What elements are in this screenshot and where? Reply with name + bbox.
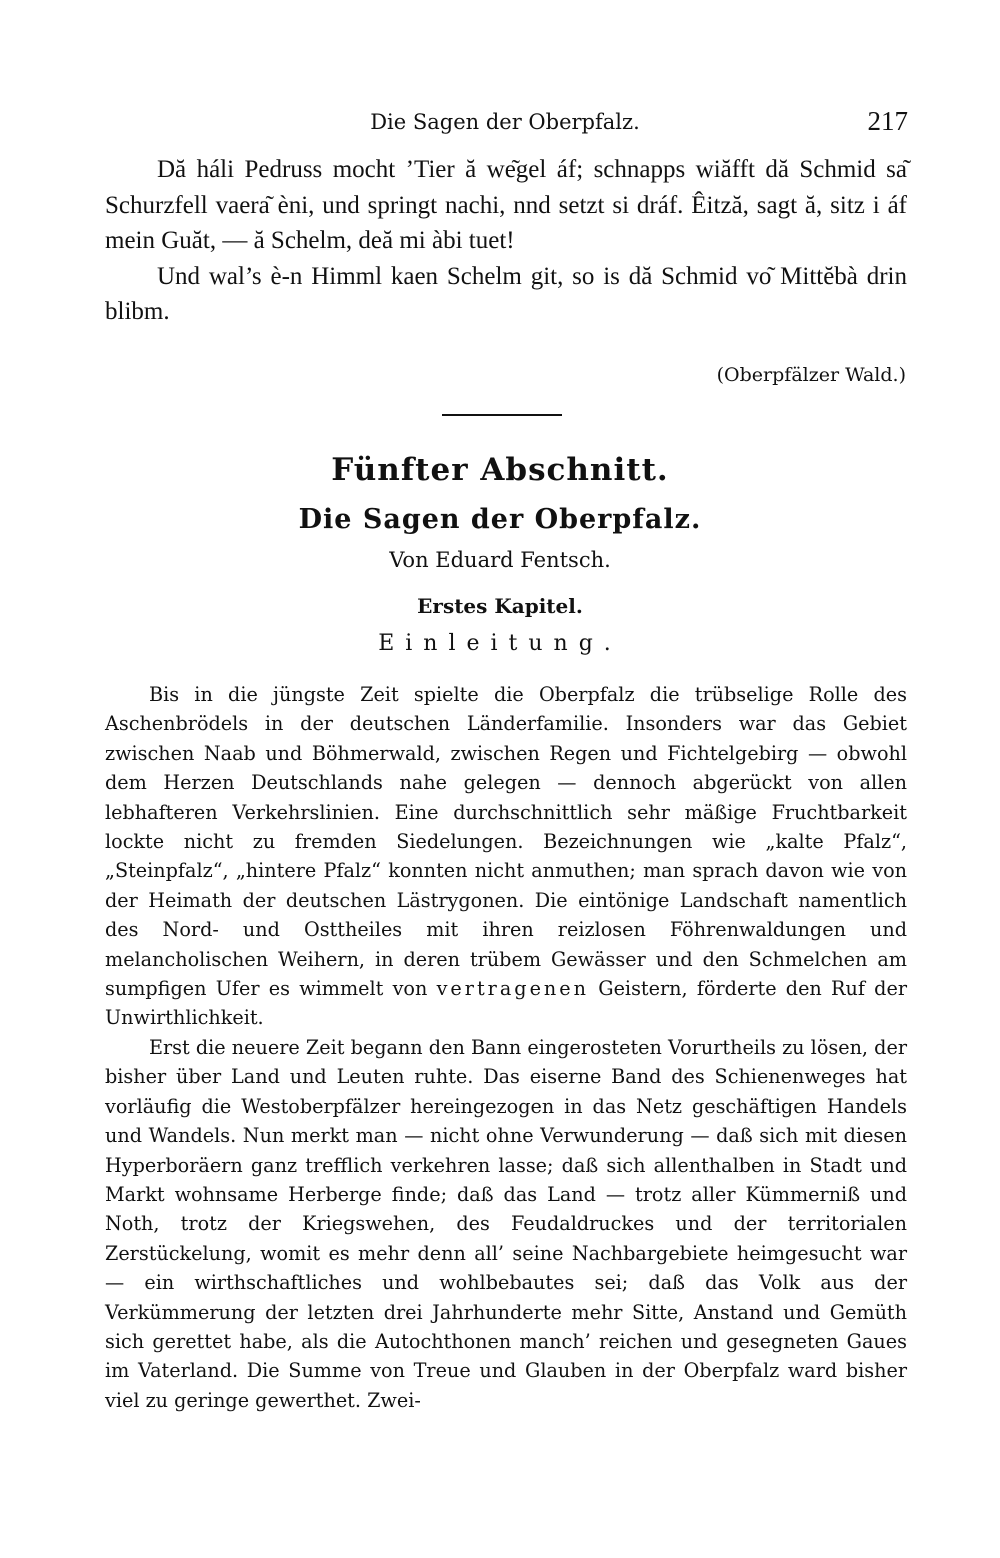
author-line: Von Eduard Fentsch. [389, 548, 611, 572]
dialect-paragraph: Dă háli Pedruss mocht ’Tier ă we͂gel áf; schnapps wiăfft dă Schmid sa͂ Schurzfell vaera͂ èni, und springt nachi, nnd setzt si dráf. Êitză, sagt ă, sitz i áf mein Guăt, — ă Schelm, deă mi àbi tuet! [105, 156, 907, 254]
work-title: Die Sagen der Oberpfalz. [298, 504, 702, 535]
body-paragraph [105, 680, 907, 1033]
chapter-title: Einleitung. [378, 631, 622, 656]
page-header [100, 106, 910, 146]
emphasized-word: vertragenen [436, 977, 589, 1001]
body-text-run: Geistern, förderte den Ruf der Unwirthlichkeit. [105, 977, 907, 1030]
dialect-passage [105, 152, 907, 330]
source-attribution: (Oberpfälzer Wald.) [716, 364, 906, 386]
chapter-heading: Erstes Kapitel. [417, 594, 583, 618]
page-number: 217 [867, 106, 908, 136]
body-text-run: Bis in die jüngste Zeit spielte die Oberpfalz die trübselige Rolle des Aschenbrödels in der deutschen Länderfamilie. Insonders war das Gebiet zwischen Naab und Böhmerwald, zwischen Regen und Fichtelgebirg — obwohl dem Herzen Deutschlands nahe gelegen — dennoch abgerückt von allen lebhafteren Verkehrslinien. Eine durchschnittlich sehr mäßige Fruchtbarkeit lockte nicht zu fremden Siedelungen. Bezeichnungen wie „kalte Pfalz“, „Steinpfalz“, „hintere Pfalz“ konnten nicht anmuthen; man sprach davon wie von der Heimath der deutschen Lästrygonen. Die eintönige Landschaft namentlich des Nord- und Osttheiles mit ihren reizlosen Föhrenwaldungen und melancholischen Weihern, in deren trübem Gewässer und den Schmelchen am sumpfigen Ufer es wimmelt von [105, 683, 907, 1001]
section-title: Fünfter Abschnitt. [331, 452, 669, 488]
running-title: Die Sagen der Oberpfalz. [370, 110, 640, 134]
body-paragraph: Erst die neuere Zeit begann den Bann eingerosteten Vorurtheils zu lösen, der bisher über Land und Leuten ruhte. Das eiserne Band des Schienenweges hat vorläufig die Westoberpfälzer hereingezogen in das Netz geschäftigen Handels und Wandels. Nun merkt man — nicht ohne Verwunderung — daß sich mit diesen Hyperboräern ganz trefflich verkehren lasse; daß sich allenthalben in Stadt und Markt wohnsame Herberge finde; daß das Land — trotz aller Kümmerniß und Noth, trotz der Kriegswehen, des Feudaldruckes und der territorialen Zerstückelung, womit es mehr denn all’ seine Nachbargebiete heimgesucht war — ein wirthschaftliches und wohlbebautes sei; daß das Volk aus der Verkümmerung der letzten drei Jahrhunderte mehr Sitte, Anstand und Gemüth sich gerettet habe, als die Autochthonen manch’ reichen und gesegneten Gaues im Vaterland. Die Summe von Treue und Glauben in der Oberpfalz ward bisher viel zu geringe gewerthet. Zwei- [105, 1035, 907, 1412]
section-divider [442, 414, 562, 416]
body-text [105, 680, 907, 1415]
dialect-paragraph: Und wal’s è-n Himml kaen Schelm git, so is dă Schmid vo͂ Mittĕbà drin blibm. [105, 262, 907, 325]
